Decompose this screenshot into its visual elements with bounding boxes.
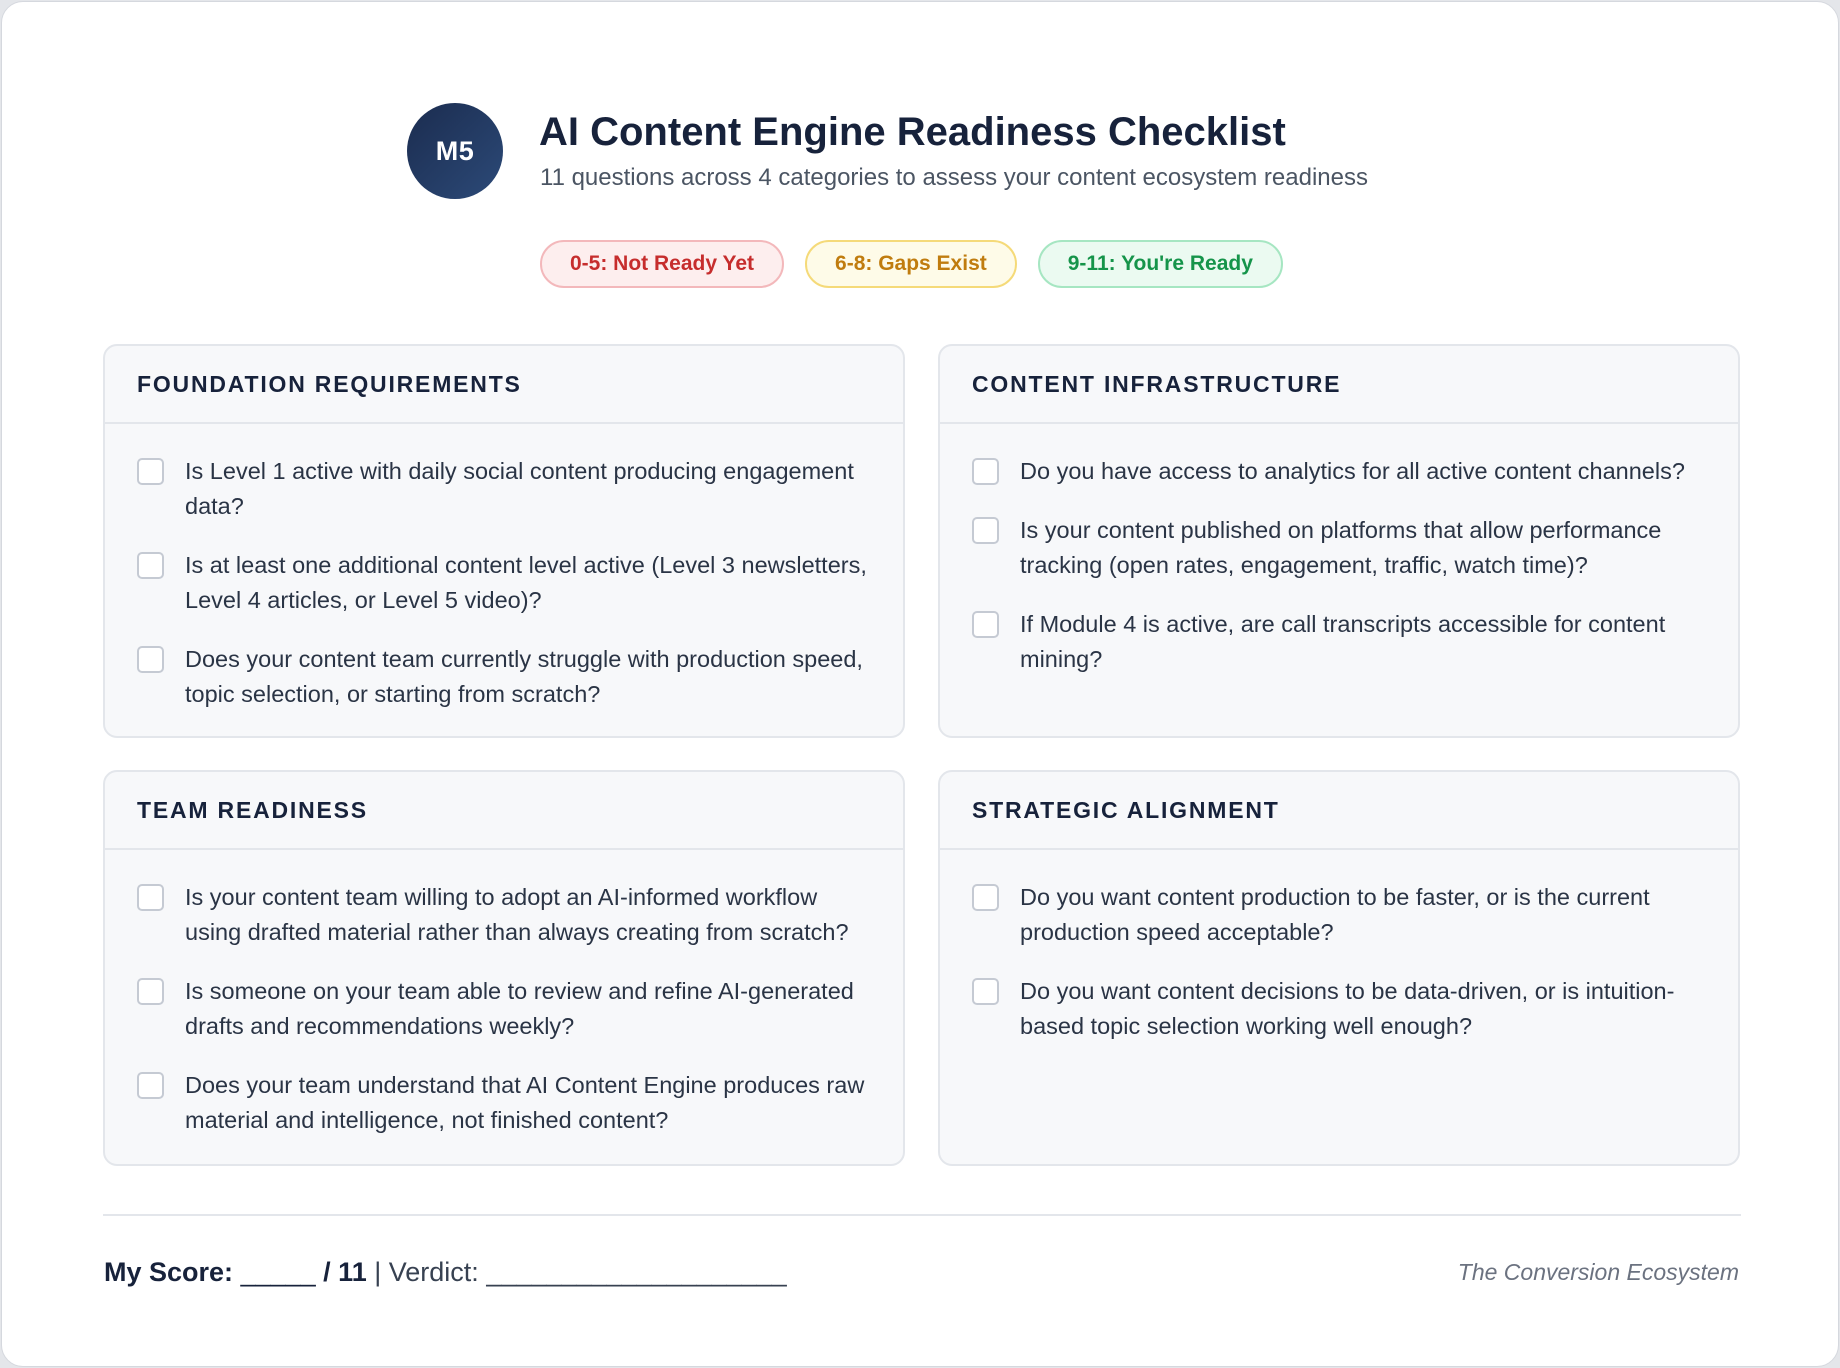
question-text: Does your content team currently struggle with production speed, topic selection, or starting from scratch?: [185, 646, 863, 707]
score-blank: _____: [240, 1257, 316, 1287]
checklist-item: [137, 880, 869, 950]
checkbox[interactable]: [137, 978, 164, 1005]
checkbox[interactable]: [972, 611, 999, 638]
verdict-blank: ____________________: [486, 1257, 787, 1287]
checklist-item: [137, 974, 869, 1044]
question-text: Do you have access to analytics for all active content channels?: [1020, 458, 1685, 484]
question-text: Is at least one additional content level active (Level 3 newsletters, Level 4 articles, or Level 5 video)?: [185, 552, 867, 613]
question-text: Is your content team willing to adopt an AI-informed workflow using drafted material rather than always creating from scratch?: [185, 884, 849, 945]
question-text: If Module 4 is active, are call transcripts accessible for content mining?: [1020, 611, 1666, 672]
module-logo: M5: [407, 103, 503, 199]
score-label: My Score:: [104, 1257, 234, 1287]
score-legend: [540, 240, 1283, 288]
section-foundation-requirements: [103, 344, 905, 738]
question-text: Do you want content production to be faster, or is the current production speed acceptable?: [1020, 884, 1650, 945]
checklist-item: [137, 548, 869, 618]
header: [407, 103, 1507, 203]
checklist-item: [137, 1068, 869, 1138]
page-title: AI Content Engine Readiness Checklist: [539, 110, 1286, 154]
question-text: Does your team understand that AI Content Engine produces raw material and intelligence, not finished content?: [185, 1072, 865, 1133]
brand-name: The Conversion Ecosystem: [1457, 1259, 1739, 1285]
score-separator: |: [374, 1257, 382, 1287]
checkbox[interactable]: [972, 517, 999, 544]
score-total: / 11: [323, 1257, 367, 1287]
badge-ready: 9-11: You're Ready: [1038, 240, 1283, 288]
section-team-readiness: [103, 770, 905, 1166]
checklist-item: [972, 974, 1704, 1044]
checkbox[interactable]: [137, 1072, 164, 1099]
section-title: TEAM READINESS: [105, 772, 903, 850]
checkbox[interactable]: [972, 458, 999, 485]
checkbox[interactable]: [137, 552, 164, 579]
checkbox[interactable]: [137, 646, 164, 673]
checkbox[interactable]: [972, 978, 999, 1005]
checkbox[interactable]: [137, 458, 164, 485]
section-title: FOUNDATION REQUIREMENTS: [105, 346, 903, 424]
section-content-infrastructure: [938, 344, 1740, 738]
checkbox[interactable]: [972, 884, 999, 911]
score-line: [104, 1254, 787, 1290]
checklist-item: [972, 880, 1704, 950]
checklist-item: [137, 642, 869, 712]
question-text: Is Level 1 active with daily social content producing engagement data?: [185, 458, 854, 519]
section-strategic-alignment: [938, 770, 1740, 1166]
badge-not-ready: 0-5: Not Ready Yet: [540, 240, 784, 288]
badge-gaps-exist: 6-8: Gaps Exist: [805, 240, 1017, 288]
checklist-item: [972, 513, 1704, 583]
page-subtitle: 11 questions across 4 categories to assess your content ecosystem readiness: [540, 164, 1368, 191]
question-text: Is your content published on platforms that allow performance tracking (open rates, engagement, traffic, watch time)?: [1020, 517, 1662, 578]
section-title: CONTENT INFRASTRUCTURE: [940, 346, 1738, 424]
verdict-label: Verdict:: [388, 1257, 479, 1287]
checklist-item: [972, 454, 1704, 489]
checklist-item: [972, 607, 1704, 677]
checkbox[interactable]: [137, 884, 164, 911]
checklist-page: [1, 1, 1839, 1367]
question-text: Is someone on your team able to review and refine AI-generated drafts and recommendations weekly?: [185, 978, 854, 1039]
section-title: STRATEGIC ALIGNMENT: [940, 772, 1738, 850]
footer-divider: [103, 1214, 1741, 1216]
checklist-item: [137, 454, 869, 524]
question-text: Do you want content decisions to be data-driven, or is intuition-based topic selection working well enough?: [1020, 978, 1675, 1039]
